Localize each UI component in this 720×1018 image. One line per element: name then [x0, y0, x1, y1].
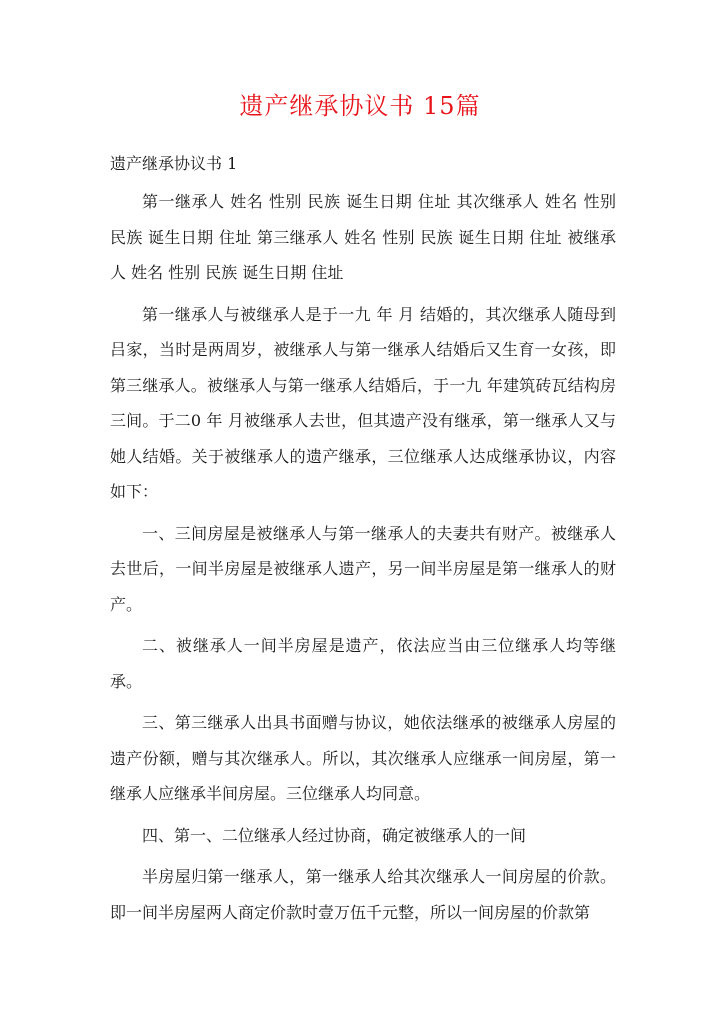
document-title: 遗产继承协议书 15篇	[239, 92, 481, 120]
paragraph-parties: 第一继承人 姓名 性别 民族 诞生日期 住址 其次继承人 姓名 性别 民族 诞生日期 住址 第三继承人 姓名 性别 民族 诞生日期 住址 被继承人 姓名 性别 民族 诞生日期 住址	[110, 192, 616, 282]
paragraph-clause-4-continued: 半房屋归第一继承人，第一继承人给其次继承人一间房屋的价款。即一间半房屋两人商定价款时壹万伍千元整，所以一间房屋的价款第	[110, 867, 616, 922]
paragraph-clause-3: 三、第三继承人出具书面赠与协议，她依法继承的被继承人房屋的遗产份额，赠与其次继承人。所以，其次继承人应继承一间房屋，第一继承人应继承半间房屋。三位继承人均同意。	[110, 713, 616, 803]
document-body	[110, 184, 616, 936]
section-heading: 遗产继承协议书 1	[110, 154, 238, 173]
paragraph-background: 第一继承人与被继承人是于一九 年 月 结婚的，其次继承人随母到吕家，当时是两周岁，被继承人与第一继承人结婚后又生育一女孩，即第三继承人。被继承人与第一继承人结婚后，于一九 年建筑砖瓦结构房三间。于二0 年 月被继承人去世，但其遗产没有继承，第一继承人又与她人结婚。关于被继承人的遗产继承，三位继承人达成继承协议，内容如下：	[110, 304, 616, 501]
paragraph-clause-1: 一、三间房屋是被继承人与第一继承人的夫妻共有财产。被继承人去世后，一间半房屋是被继承人遗产，另一间半房屋是第一继承人的财产。	[110, 523, 616, 614]
paragraph-clause-2: 二、被继承人一间半房屋是遗产，依法应当由三位继承人均等继承。	[110, 636, 616, 691]
paragraph-clause-4: 四、第一、二位继承人经过协商，确定被继承人的一间	[142, 825, 527, 845]
